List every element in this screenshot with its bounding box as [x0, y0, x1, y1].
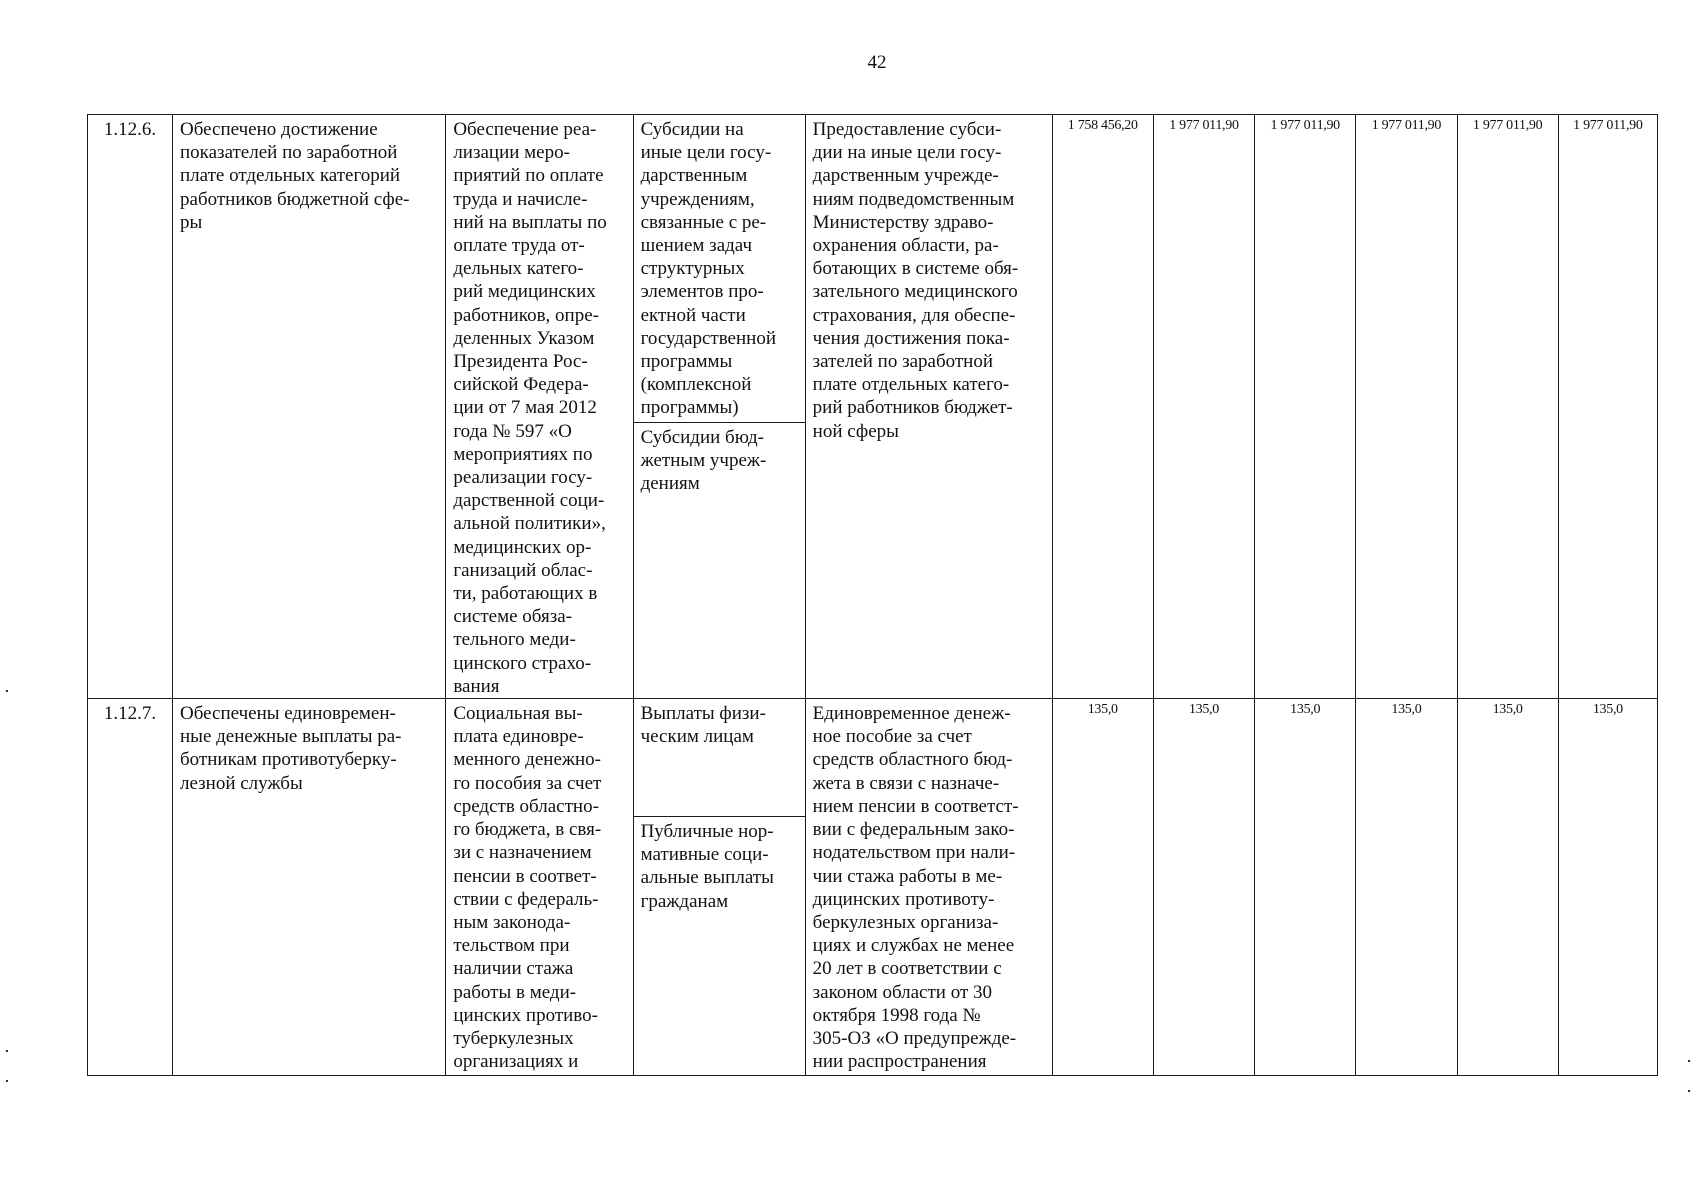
scan-speck	[1688, 1060, 1690, 1062]
table-row	[88, 699, 1658, 1076]
scan-speck	[6, 690, 8, 692]
page-number: 42	[867, 52, 887, 73]
expense-type-primary: Субсидии на иные цели госу- дарственным учреждениям, связанные с ре- шением задач структурных элементов про- ектной части государственной программы (комплексной программы)	[634, 115, 805, 423]
value-cell: 135,0	[1255, 699, 1356, 1076]
result-text: Обеспечены единовремен- ные денежные выплаты ра- ботникам противотуберку- лезной службы	[180, 703, 402, 794]
value-cell: 1 977 011,90	[1356, 115, 1457, 699]
scan-speck	[1688, 1090, 1690, 1092]
result-cell	[173, 115, 446, 699]
value-cell: 1 977 011,90	[1255, 115, 1356, 699]
description-cell	[805, 699, 1052, 1076]
expense-type-primary: Выплаты физи- ческим лицам	[634, 699, 805, 817]
value-cell: 135,0	[1558, 699, 1657, 1076]
measure-text: Обеспечение реа- лизации меро- приятий по оплате труда и начисле- ний на выплаты по оплате труда от- дельных катего- рий медицинских работников, опре- деленных Указом Президента Рос- сийской Федера- ции от 7 мая 2012 года № 597 «О мероприятиях по реализации госу- дарственной соци- альной политики», медицинских ор- ганизаций облас- ти, работающих в системе обяза- тельного меди- цинского страхо- вания	[453, 119, 607, 697]
value-cell: 1 977 011,90	[1457, 115, 1558, 699]
program-measures-table	[87, 114, 1658, 1076]
value-cell: 1 977 011,90	[1153, 115, 1254, 699]
expense-type-secondary: Публичные нор- мативные соци- альные выплаты гражданам	[640, 821, 774, 912]
value-cell: 135,0	[1052, 699, 1153, 1076]
expense-type-cell	[633, 699, 805, 1076]
value-cell: 1 758 456,20	[1052, 115, 1153, 699]
row-number: 1.12.6.	[88, 115, 173, 699]
value-cell: 1 977 011,90	[1558, 115, 1657, 699]
expense-type-cell	[633, 115, 805, 699]
row-number: 1.12.7.	[88, 699, 173, 1076]
result-text: Обеспечено достижение показателей по заработной плате отдельных категорий работников бюджетной сфе- ры	[180, 119, 410, 233]
description-text: Единовременное денеж- ное пособие за счет средств областного бюд- жета в связи с назначе- нием пенсии в соответст- вии с федеральным зако- нодательством при нали- чии стажа работы в ме- дицинских противоту- беркулезных организа- циях и службах не менее 20 лет в соответствии с законом области от 30 октября 1998 года № 305-ОЗ «О предупрежде- нии распространения	[812, 703, 1019, 1073]
description-text: Предоставление субси- дии на иные цели госу- дарственным учрежде- ниям подведомственным Министерству здраво- охранения области, ра- ботающих в системе обя- зательного медицинского страхования, для обеспе- чения достижения пока- зателей по заработной плате отдельных катего- рий работников бюджет- ной сферы	[812, 119, 1019, 442]
value-cell: 135,0	[1153, 699, 1254, 1076]
value-cell: 135,0	[1457, 699, 1558, 1076]
measure-text: Социальная вы- плата единовре- менного денежно- го пособия за счет средств областно- го бюджета, в свя- зи с назначением пенсии в соответ- ствии с федераль- ным законода- тельством при наличии стажа работы в меди- цинских противо- туберкулезных организациях и	[453, 703, 602, 1073]
measure-cell	[446, 699, 633, 1076]
measure-cell	[446, 115, 633, 699]
result-cell	[173, 699, 446, 1076]
value-cell: 135,0	[1356, 699, 1457, 1076]
scan-speck	[6, 1080, 8, 1082]
description-cell	[805, 115, 1052, 699]
expense-type-secondary: Субсидии бюд- жетным учреж- дениям	[640, 426, 767, 495]
scan-speck	[6, 1050, 8, 1052]
table-row	[88, 115, 1658, 699]
